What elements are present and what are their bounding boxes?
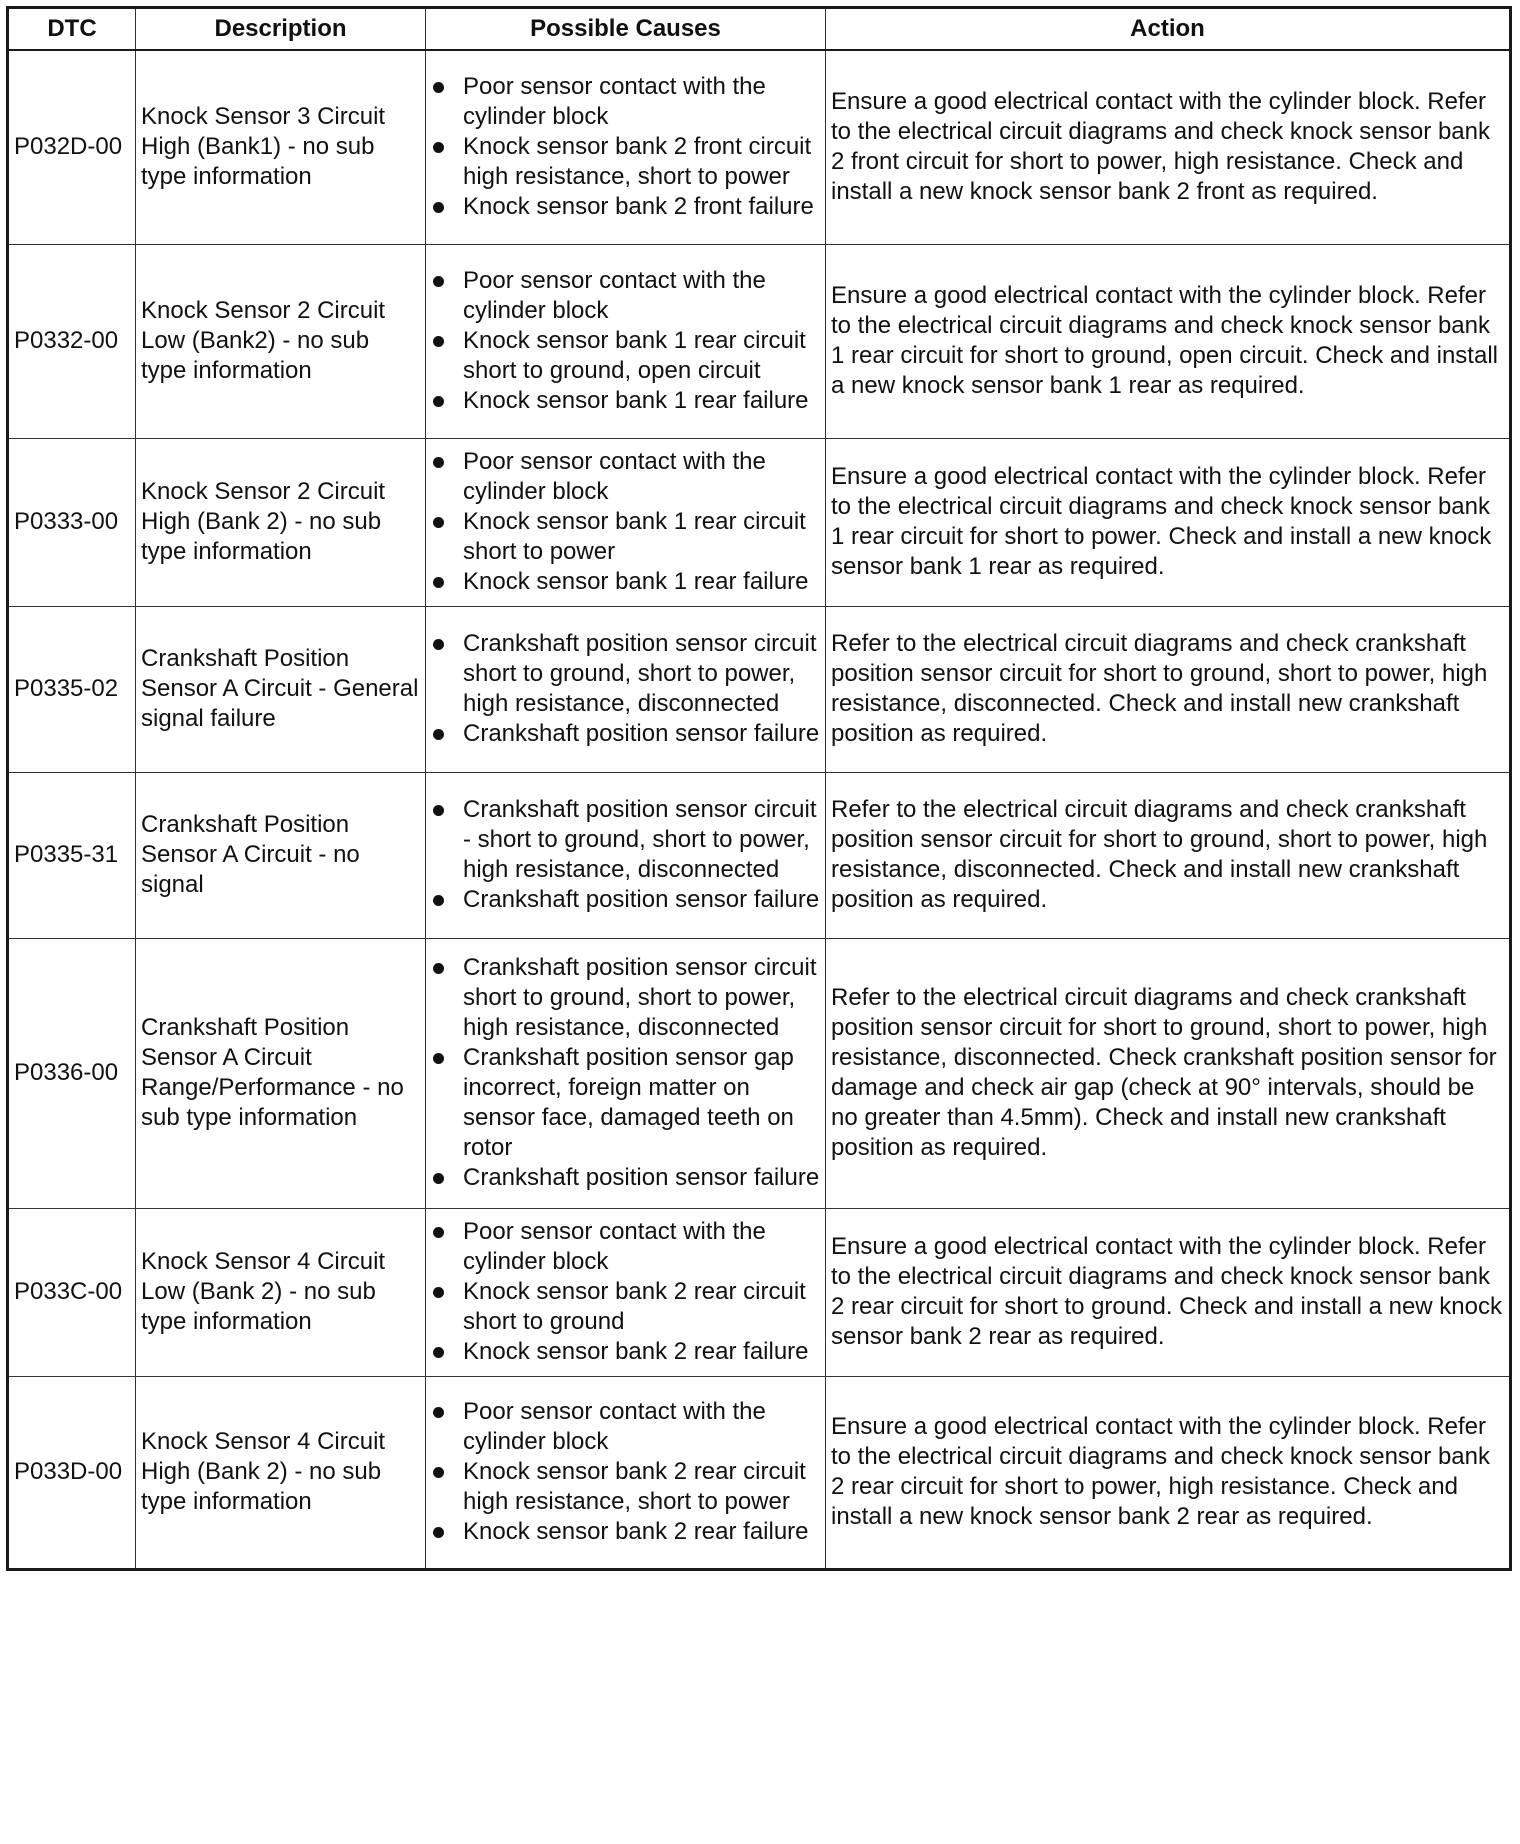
possible-causes-cell	[426, 50, 826, 244]
dtc-code: P0336-00	[8, 938, 136, 1208]
cause-text: Crankshaft position sensor circuit - short to ground, short to power, high resistance, disconnected	[463, 796, 817, 883]
dtc-description: Crankshaft Position Sensor A Circuit - no signal	[136, 772, 426, 938]
bullet-icon	[433, 729, 444, 740]
list-item	[431, 953, 820, 1043]
action-text: Ensure a good electrical contact with the cylinder block. Refer to the electrical circuit diagrams and check knock sensor bank 2 rear circuit for short to ground. Check and install a new knock sensor bank 2 rear as required.	[826, 1208, 1511, 1376]
table-row	[8, 938, 1511, 1208]
dtc-description: Knock Sensor 4 Circuit High (Bank 2) - no sub type information	[136, 1376, 426, 1569]
list-item	[431, 1517, 820, 1547]
list-item	[431, 567, 820, 597]
possible-causes-cell	[426, 244, 826, 438]
header-description: Description	[136, 8, 426, 51]
table-row	[8, 1376, 1511, 1569]
dtc-description: Knock Sensor 2 Circuit Low (Bank2) - no sub type information	[136, 244, 426, 438]
list-item	[431, 1217, 820, 1277]
cause-text: Crankshaft position sensor circuit short to ground, short to power, high resistance, disconnected	[463, 630, 817, 717]
list-item	[431, 719, 820, 749]
action-text: Ensure a good electrical contact with the cylinder block. Refer to the electrical circuit diagrams and check knock sensor bank 1 rear circuit for short to ground, open circuit. Check and install a new knock sensor bank 1 rear as required.	[826, 244, 1511, 438]
cause-text: Poor sensor contact with the cylinder block	[463, 73, 766, 131]
action-text: Ensure a good electrical contact with the cylinder block. Refer to the electrical circuit diagrams and check knock sensor bank 2 rear circuit for short to power, high resistance. Check and install a new knock sensor bank 2 rear as required.	[826, 1376, 1511, 1569]
bullet-icon	[433, 142, 444, 153]
possible-causes-cell	[426, 606, 826, 772]
bullet-icon	[433, 396, 444, 407]
dtc-description: Crankshaft Position Sensor A Circuit - General signal failure	[136, 606, 426, 772]
bullet-icon	[433, 1407, 444, 1418]
bullet-icon	[433, 82, 444, 93]
possible-causes-list	[431, 72, 820, 222]
cause-text: Knock sensor bank 1 rear failure	[463, 568, 809, 595]
possible-causes-list	[431, 266, 820, 416]
list-item	[431, 1043, 820, 1163]
cause-text: Knock sensor bank 2 front circuit high resistance, short to power	[463, 133, 812, 191]
list-item	[431, 386, 820, 416]
bullet-icon	[433, 1287, 444, 1298]
dtc-table	[6, 6, 1512, 1571]
table-row	[8, 244, 1511, 438]
bullet-icon	[433, 202, 444, 213]
possible-causes-cell	[426, 1208, 826, 1376]
bullet-icon	[433, 895, 444, 906]
cause-text: Poor sensor contact with the cylinder block	[463, 1398, 766, 1455]
list-item	[431, 629, 820, 719]
possible-causes-list	[431, 447, 820, 597]
bullet-icon	[433, 805, 444, 816]
dtc-description: Knock Sensor 3 Circuit High (Bank1) - no sub type information	[136, 50, 426, 244]
action-text: Refer to the electrical circuit diagrams and check crankshaft position sensor circuit for short to ground, short to power, high resistance, disconnected. Check and install new crankshaft position as required.	[826, 772, 1511, 938]
header-action: Action	[826, 8, 1511, 51]
dtc-code: P0335-02	[8, 606, 136, 772]
action-text: Refer to the electrical circuit diagrams and check crankshaft position sensor circuit for short to ground, short to power, high resistance, disconnected. Check and install new crankshaft position as required.	[826, 606, 1511, 772]
cause-text: Crankshaft position sensor failure	[463, 886, 820, 913]
bullet-icon	[433, 963, 444, 974]
dtc-description: Knock Sensor 4 Circuit Low (Bank 2) - no sub type information	[136, 1208, 426, 1376]
possible-causes-cell	[426, 938, 826, 1208]
bullet-icon	[433, 1227, 444, 1238]
table-row	[8, 606, 1511, 772]
list-item	[431, 266, 820, 326]
list-item	[431, 326, 820, 386]
dtc-code: P0332-00	[8, 244, 136, 438]
list-item	[431, 1397, 820, 1457]
list-item	[431, 795, 820, 885]
bullet-icon	[433, 1173, 444, 1184]
header-row	[8, 8, 1511, 51]
possible-causes-list	[431, 953, 820, 1193]
list-item	[431, 1457, 820, 1517]
dtc-description: Crankshaft Position Sensor A Circuit Range/Performance - no sub type information	[136, 938, 426, 1208]
dtc-code: P0335-31	[8, 772, 136, 938]
bullet-icon	[433, 1467, 444, 1478]
cause-text: Poor sensor contact with the cylinder block	[463, 448, 766, 505]
cause-text: Poor sensor contact with the cylinder block	[463, 267, 766, 324]
dtc-table-body	[8, 50, 1511, 1569]
list-item	[431, 1337, 820, 1367]
list-item	[431, 507, 820, 567]
possible-causes-cell	[426, 772, 826, 938]
header-possible-causes: Possible Causes	[426, 8, 826, 51]
table-row	[8, 50, 1511, 244]
cause-text: Crankshaft position sensor failure	[463, 720, 820, 747]
table-row	[8, 1208, 1511, 1376]
bullet-icon	[433, 1053, 444, 1064]
cause-text: Crankshaft position sensor circuit short to ground, short to power, high resistance, disconnected	[463, 954, 817, 1041]
table-row	[8, 438, 1511, 606]
possible-causes-list	[431, 1217, 820, 1367]
list-item	[431, 132, 820, 192]
dtc-description: Knock Sensor 2 Circuit High (Bank 2) - no sub type information	[136, 438, 426, 606]
dtc-code: P033D-00	[8, 1376, 136, 1569]
list-item	[431, 447, 820, 507]
dtc-code: P0333-00	[8, 438, 136, 606]
list-item	[431, 72, 820, 132]
list-item	[431, 192, 820, 222]
list-item	[431, 1277, 820, 1337]
cause-text: Knock sensor bank 1 rear circuit short to ground, open circuit	[463, 327, 806, 384]
possible-causes-list	[431, 629, 820, 749]
cause-text: Crankshaft position sensor gap incorrect, foreign matter on sensor face, damaged teeth on rotor	[463, 1044, 794, 1161]
bullet-icon	[433, 517, 444, 528]
dtc-table-container	[6, 6, 1509, 1571]
table-row	[8, 772, 1511, 938]
cause-text: Knock sensor bank 2 rear failure	[463, 1338, 809, 1365]
action-text: Refer to the electrical circuit diagrams and check crankshaft position sensor circuit for short to ground, short to power, high resistance, disconnected. Check crankshaft position sensor for damage and check air gap (check at 90° intervals, should be no greater than 4.5mm). Check and install new crankshaft position as required.	[826, 938, 1511, 1208]
action-text: Ensure a good electrical contact with the cylinder block. Refer to the electrical circuit diagrams and check knock sensor bank 1 rear circuit for short to power. Check and install a new knock sensor bank 1 rear as required.	[826, 438, 1511, 606]
header-dtc: DTC	[8, 8, 136, 51]
cause-text: Knock sensor bank 1 rear failure	[463, 387, 809, 414]
bullet-icon	[433, 336, 444, 347]
cause-text: Poor sensor contact with the cylinder block	[463, 1218, 766, 1275]
cause-text: Knock sensor bank 1 rear circuit short to power	[463, 508, 806, 565]
bullet-icon	[433, 577, 444, 588]
bullet-icon	[433, 1527, 444, 1538]
bullet-icon	[433, 276, 444, 287]
cause-text: Knock sensor bank 2 front failure	[463, 193, 814, 221]
action-text: Ensure a good electrical contact with the cylinder block. Refer to the electrical circuit diagrams and check knock sensor bank 2 front circuit for short to power, high resistance. Check and install a new knock sensor bank 2 front as required.	[826, 50, 1511, 244]
cause-text: Knock sensor bank 2 rear circuit short to ground	[463, 1278, 806, 1335]
cause-text: Knock sensor bank 2 rear circuit high resistance, short to power	[463, 1458, 806, 1515]
possible-causes-list	[431, 795, 820, 915]
possible-causes-cell	[426, 438, 826, 606]
dtc-code: P032D-00	[8, 50, 136, 244]
bullet-icon	[433, 639, 444, 650]
cause-text: Crankshaft position sensor failure	[463, 1164, 820, 1191]
bullet-icon	[433, 1347, 444, 1358]
possible-causes-cell	[426, 1376, 826, 1569]
list-item	[431, 885, 820, 915]
possible-causes-list	[431, 1397, 820, 1547]
cause-text: Knock sensor bank 2 rear failure	[463, 1518, 809, 1545]
dtc-code: P033C-00	[8, 1208, 136, 1376]
bullet-icon	[433, 457, 444, 468]
list-item	[431, 1163, 820, 1193]
